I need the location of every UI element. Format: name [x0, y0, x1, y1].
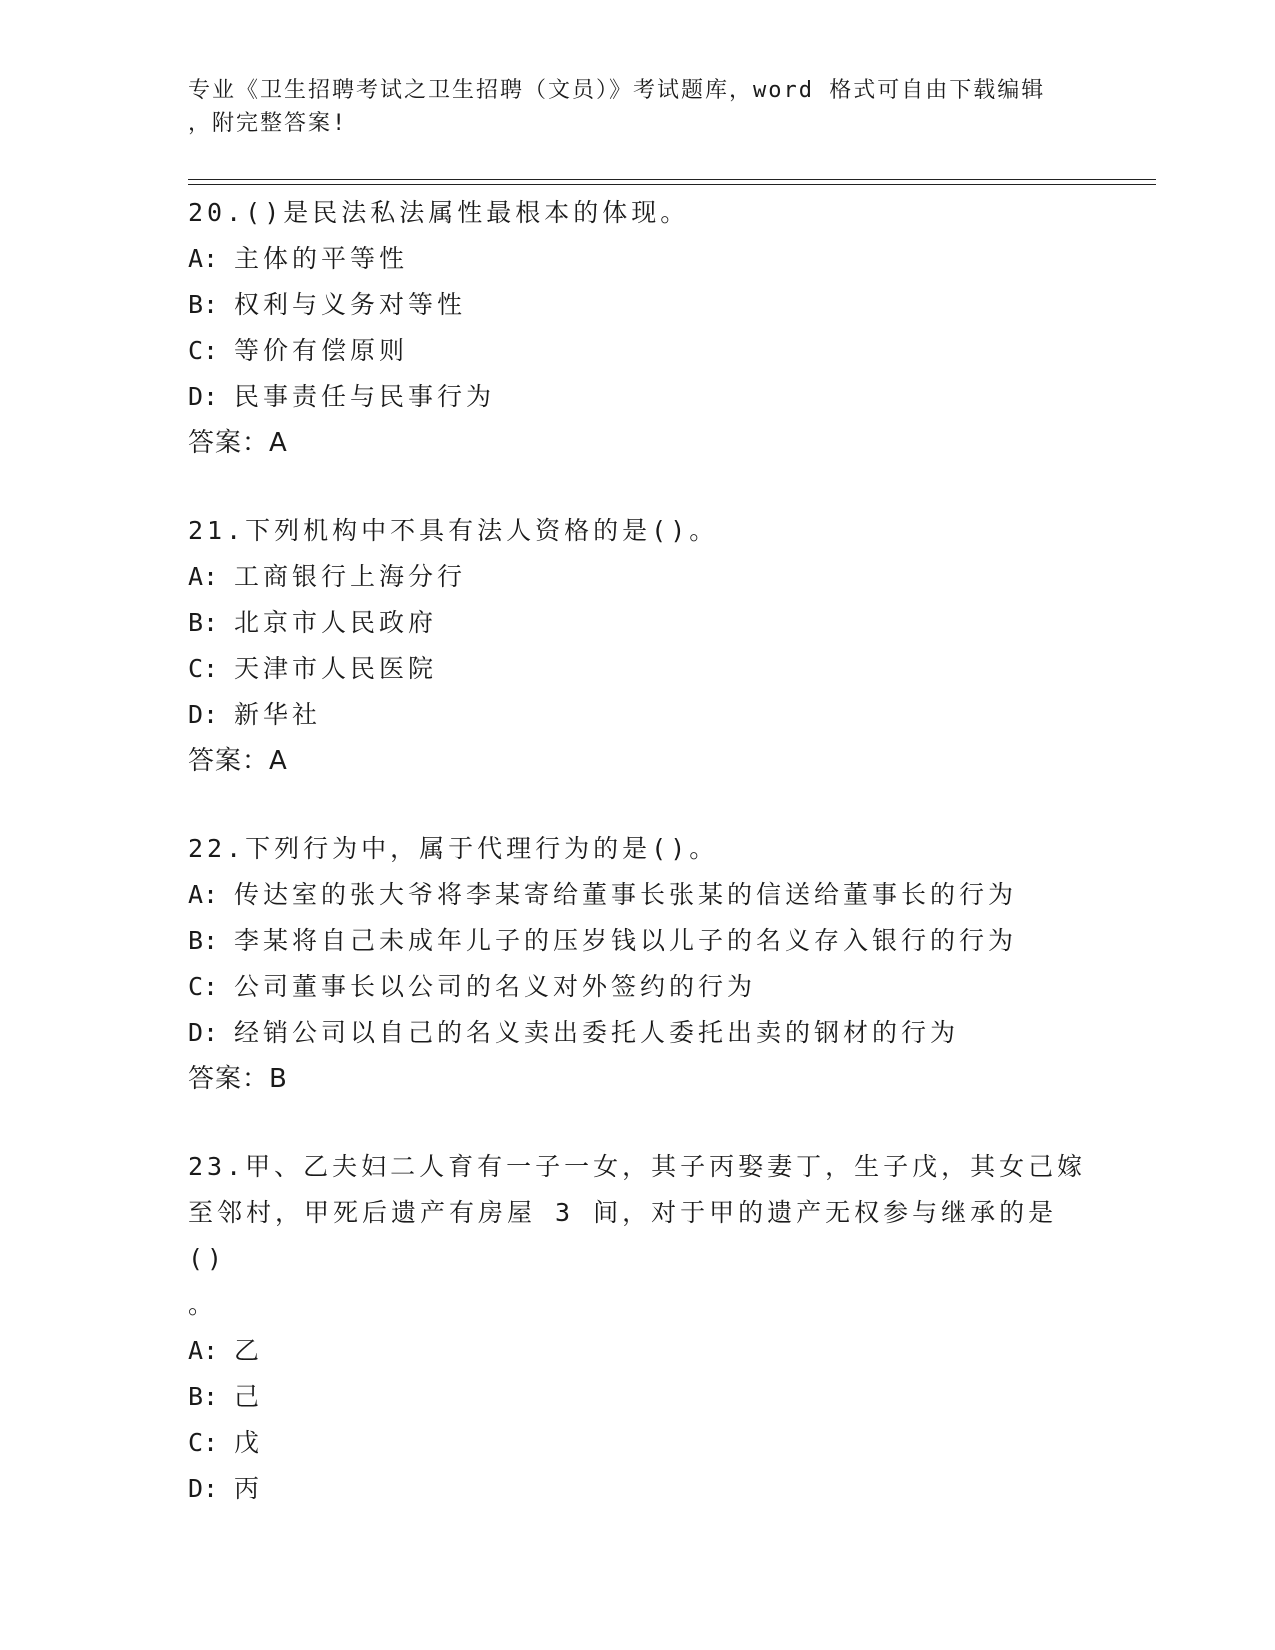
question-stem-line: 至邻村，甲死后遗产有房屋 3 间，对于甲的遗产无权参与继承的是() [188, 1198, 1058, 1273]
option-text: 乙 [234, 1336, 264, 1365]
answer-value: A [269, 428, 287, 458]
option-key: A: [188, 1336, 219, 1365]
answer-label: 答案： [188, 746, 270, 776]
header-line-1: 专业《卫生招聘考试之卫生招聘（文员）》考试题库，word 格式可自由下载编辑 [188, 78, 1046, 103]
option-text: 主体的平等性 [234, 244, 409, 273]
option-text: 己 [234, 1382, 264, 1411]
option-key: C: [188, 972, 219, 1001]
option-text: 经销公司以自己的名义卖出委托人委托出卖的钢材的行为 [234, 1018, 960, 1047]
option-key: D: [188, 1474, 219, 1503]
option-a [188, 1328, 1088, 1374]
answer-value: A [269, 746, 287, 776]
option-text: 北京市人民政府 [234, 608, 438, 637]
option-key: C: [188, 1428, 219, 1457]
question-stem: 22.下列行为中，属于代理行为的是()。 [188, 834, 719, 863]
option-c [188, 964, 1088, 1010]
option-text: 天津市人民医院 [234, 654, 438, 683]
option-b [188, 918, 1088, 964]
option-d [188, 1466, 1088, 1512]
question-stem-line: 23.甲、乙夫妇二人育有一子一女，其子丙娶妻丁，生子戊，其女己嫁 [188, 1152, 1087, 1181]
question-22 [188, 826, 1088, 1102]
answer-line [188, 420, 1088, 466]
option-key: B: [188, 608, 219, 637]
option-text: 权利与义务对等性 [234, 290, 467, 319]
option-text: 戊 [234, 1428, 264, 1457]
document-header [188, 74, 1068, 140]
option-text: 新华社 [234, 700, 322, 729]
header-divider-top [188, 179, 1156, 180]
question-23 [188, 1144, 1088, 1512]
answer-value: B [269, 1064, 287, 1094]
option-b [188, 282, 1088, 328]
question-20 [188, 190, 1088, 466]
option-key: A: [188, 880, 219, 909]
answer-label: 答案： [188, 1064, 270, 1094]
option-b [188, 600, 1088, 646]
option-a [188, 872, 1088, 918]
question-stem-line: 。 [188, 1290, 218, 1319]
option-a [188, 236, 1088, 282]
option-key: D: [188, 700, 219, 729]
option-c [188, 328, 1088, 374]
option-text: 民事责任与民事行为 [234, 382, 496, 411]
question-list [188, 190, 1088, 1554]
header-divider-bottom [188, 184, 1156, 185]
option-key: D: [188, 1018, 219, 1047]
answer-line [188, 738, 1088, 784]
option-text: 丙 [234, 1474, 264, 1503]
question-stem: 21.下列机构中不具有法人资格的是()。 [188, 516, 719, 545]
option-b [188, 1374, 1088, 1420]
option-d [188, 1010, 1088, 1056]
option-text: 传达室的张大爷将李某寄给董事长张某的信送给董事长的行为 [234, 880, 1018, 909]
option-key: B: [188, 1382, 219, 1411]
option-key: B: [188, 290, 219, 319]
option-key: A: [188, 244, 219, 273]
answer-line [188, 1056, 1088, 1102]
option-key: C: [188, 336, 219, 365]
option-d [188, 374, 1088, 420]
question-stem: 20.()是民法私法属性最根本的体现。 [188, 198, 690, 227]
option-text: 工商银行上海分行 [234, 562, 467, 591]
question-21 [188, 508, 1088, 784]
option-a [188, 554, 1088, 600]
option-text: 公司董事长以公司的名义对外签约的行为 [234, 972, 757, 1001]
option-text: 等价有偿原则 [234, 336, 409, 365]
answer-label: 答案： [188, 428, 270, 458]
option-c [188, 646, 1088, 692]
option-text: 李某将自己未成年儿子的压岁钱以儿子的名义存入银行的行为 [234, 926, 1018, 955]
option-d [188, 692, 1088, 738]
option-key: A: [188, 562, 219, 591]
option-key: D: [188, 382, 219, 411]
option-c [188, 1420, 1088, 1466]
option-key: C: [188, 654, 219, 683]
header-line-2: ，附完整答案! [188, 111, 348, 136]
option-key: B: [188, 926, 219, 955]
